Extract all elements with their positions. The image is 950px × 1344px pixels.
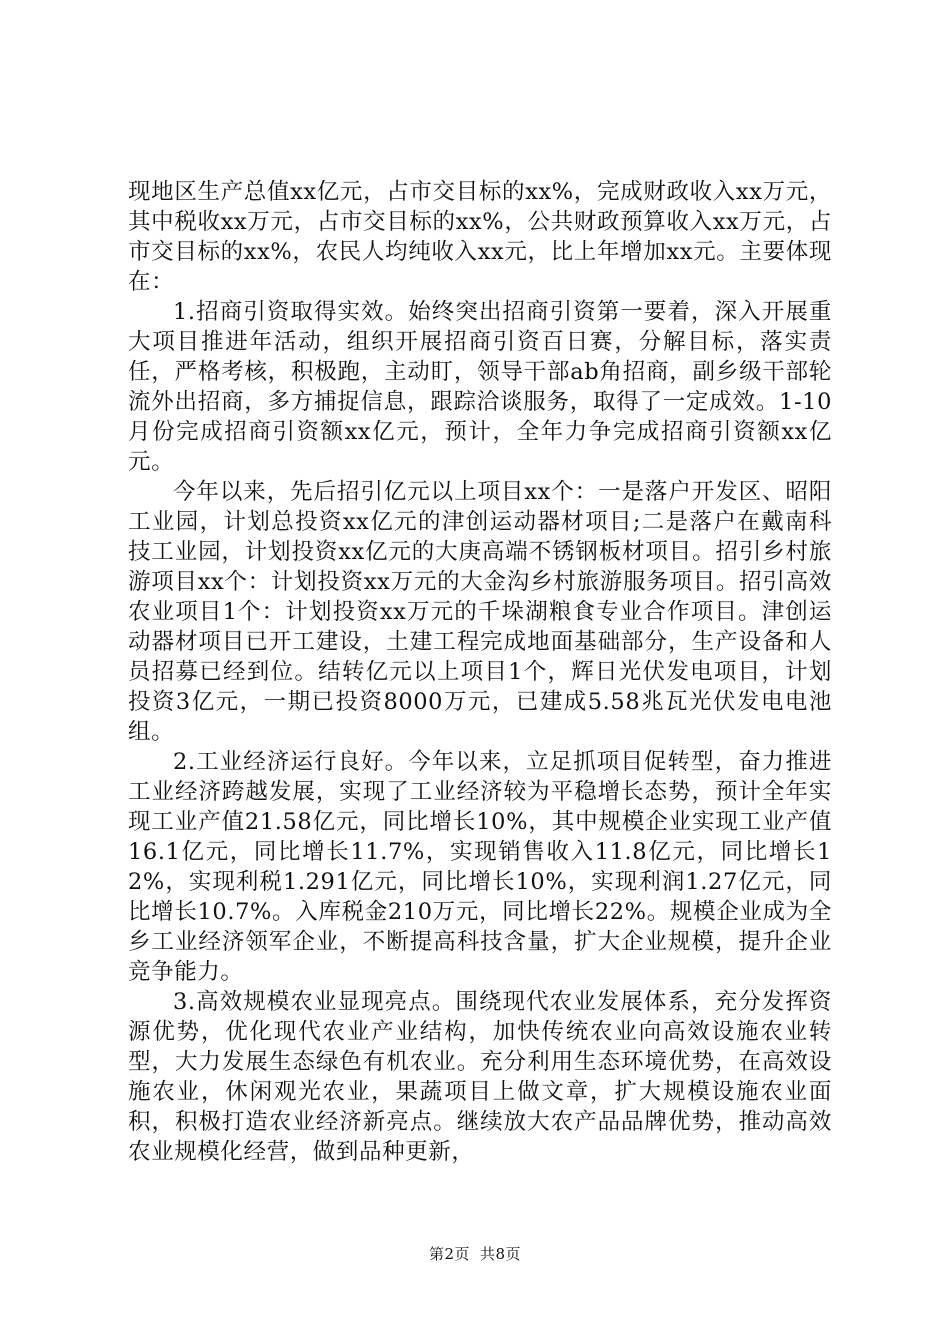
page-number: 第2页 (428, 1245, 470, 1263)
paragraph-agriculture: 3.高效规模农业显现亮点。围绕现代农业发展体系，充分发挥资源优势，优化现代农业产业结构，加快传统农业向高效设施农业转型，大力发展生态绿色有机农业。充分利用生态环境优势，在高效设施农业，休闲观光农业，果蔬项目上做文章，扩大规模设施农业面积，积极打造农业经济新亮点。继续放大农产品品牌优势，推动高效农业规模化经营，做到品种更新， (128, 989, 832, 1165)
paragraph-investment: 1.招商引资取得实效。始终突出招商引资第一要着，深入开展重大项目推进年活动，组织开展招商引资百日赛，分解目标，落实责任，严格考核，积极跑，主动盯，领导干部ab角招商，副乡级干部轮流外出招商，多方捕捉信息，跟踪洽谈服务，取得了一定成效。1-10月份完成招商引资额xx亿元，预计，全年力争完成招商引资额xx亿元。 (128, 299, 832, 475)
page-total: 共8页 (480, 1245, 522, 1263)
paragraph-intro: 现地区生产总值xx亿元，占市交目标的xx%，完成财政收入xx万元，其中税收xx万元，占市交目标的xx%，公共财政预算收入xx万元，占市交目标的xx%，农民人均纯收入xx元，比上年增加xx元。主要体现在： (128, 179, 832, 295)
paragraph-projects: 今年以来，先后招引亿元以上项目xx个：一是落户开发区、昭阳工业园，计划总投资xx亿元的津创运动器材项目;二是落户在戴南科技工业园，计划投资xx亿元的大庚高端不锈钢板材项目。招引乡村旅游项目xx个：计划投资xx万元的大金沟乡村旅游服务项目。招引高效农业项目1个：计划投资xx万元的千垛湖粮食专业合作项目。津创运动器材项目已开工建设，土建工程完成地面基础部分，生产设备和人员招募已经到位。结转亿元以上项目1个，辉日光伏发电项目，计划投资3亿元，一期已投资8000万元，已建成5.58兆瓦光伏发电电池组。 (128, 479, 832, 745)
paragraph-industry: 2.工业经济运行良好。今年以来，立足抓项目促转型，奋力推进工业经济跨越发展，实现了工业经济较为平稳增长态势，预计全年实现工业产值21.58亿元，同比增长10%，其中规模企业实现工业产值16.1亿元，同比增长11.7%，实现销售收入11.8亿元，同比增长12%，实现利税1.291亿元，同比增长10%，实现利润1.27亿元，同比增长10.7%。入库税金210万元，同比增长22%。规模企业成为全乡工业经济领军企业，不断提高科技含量，扩大企业规模，提升企业竞争能力。 (128, 749, 832, 985)
document-body (128, 177, 832, 1167)
page-footer (0, 1244, 950, 1264)
